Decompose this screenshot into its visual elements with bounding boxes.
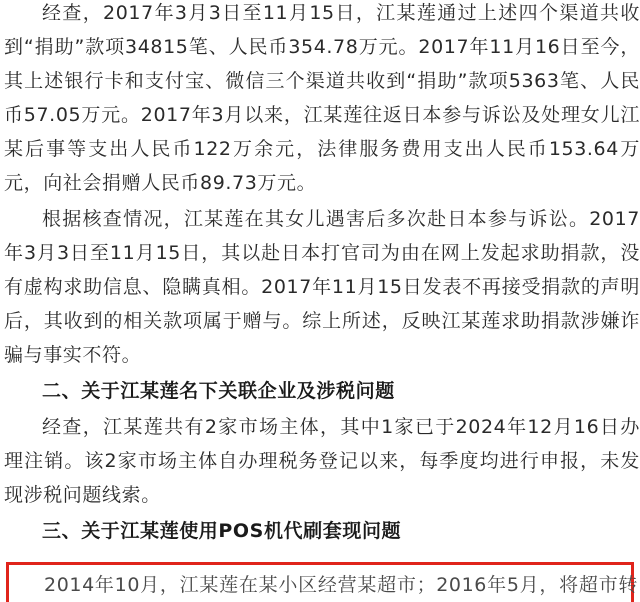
paragraph-line: 根据核查情况，江某莲在其女儿遇害后多次赴日本参与诉讼。2017 (42, 208, 640, 230)
paragraph-line: 经查，江某莲共有2家市场主体，其中1家已于2024年12月16日办 (42, 416, 640, 438)
paragraph-line: 币57.05万元。2017年3月以来，江某莲往返日本参与诉讼及处理女儿江 (4, 104, 640, 126)
paragraph-line: 有虚构求助信息、隐瞒真相。2017年11月15日发表不再接受捐款的声明 (4, 276, 640, 298)
paragraph-line: 某后事等支出人民币122万余元，法律服务费用支出人民币153.64万 (4, 138, 640, 160)
paragraph-line: 元，向社会捐赠人民币89.73万元。 (4, 172, 317, 194)
paragraph-line: 理注销。该2家市场主体自办理税务登记以来，每季度均进行申报，未发 (4, 450, 640, 472)
paragraph-line: 2014年10月，江某莲在某小区经营某超市；2016年5月，将超市转 (44, 574, 638, 596)
paragraph-line: 其上述银行卡和支付宝、微信三个渠道共收到“捐助”款项5363笔、人民 (4, 70, 640, 92)
paragraph-line: 骗与事实不符。 (4, 344, 142, 366)
paragraph-line: 后，其收到的相关款项属于赠与。综上所述，反映江某莲求助捐款涉嫌诈 (4, 310, 640, 332)
section-heading-2: 二、关于江某莲名下关联企业及涉税问题 (42, 380, 395, 402)
paragraph-line: 年3月3日至11月15日，其以赴日本打官司为由在网上发起求助捐款，没 (4, 242, 640, 264)
paragraph-line: 到“捐助”款项34815笔、人民币354.78万元。2017年11月16日至今， (4, 36, 640, 58)
paragraph-line: 现涉税问题线索。 (4, 484, 161, 506)
section-heading-3: 三、关于江某莲使用POS机代刷套现问题 (42, 520, 402, 542)
paragraph-line: 经查，2017年3月3日至11月15日，江某莲通过上述四个渠道共收 (42, 2, 640, 24)
